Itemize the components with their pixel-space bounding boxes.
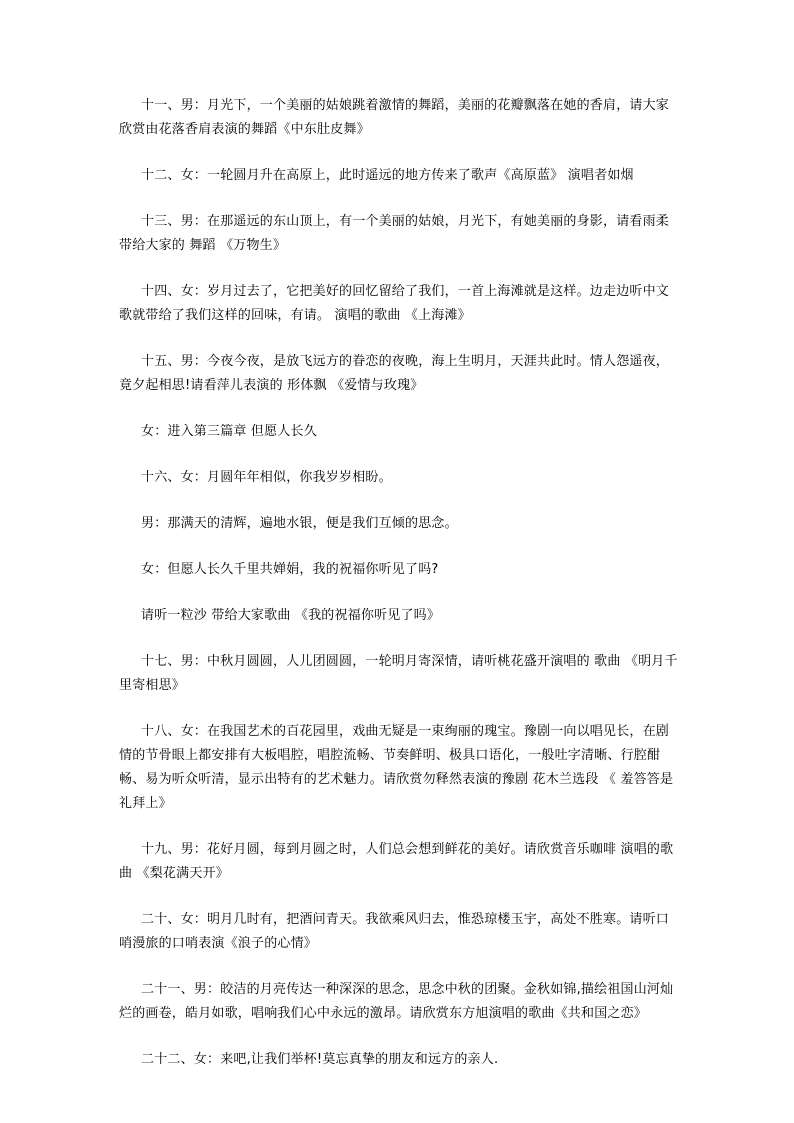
paragraph: 十四、女：岁月过去了，它把美好的回忆留给了我们，一首上海滩就是这样。边走边听中文歌就带给了我们这样的回味，有请。 演唱的歌曲 《上海滩》 bbox=[119, 284, 670, 323]
paragraph: 请听一粒沙 带给大家歌曲 《我的祝福你听见了吗》 bbox=[141, 608, 441, 623]
paragraph: 二十一、男：皎洁的月亮传达一种深深的思念，思念中秋的团聚。金秋如锦,描绘祖国山河灿烂的画卷，皓月如歌，唱响我们心中永远的激昂。请欣赏东方旭演唱的歌曲《共和国之恋》 bbox=[119, 982, 674, 1021]
paragraph: 二十、女：明月几时有，把酒问青天。我欲乘风归去，惟恐琼楼玉宇，高处不胜寒。请听口哨漫旅的口哨表演《浪子的心情》 bbox=[119, 912, 670, 951]
paragraph: 十六、女：月圆年年相似，你我岁岁相盼。 bbox=[141, 470, 392, 485]
paragraph: 十五、男：今夜今夜，是放飞远方的眷恋的夜晚，海上生明月，天涯共此时。情人怨遥夜，竟夕起相思!请看萍儿表演的 形体飘 《爱情与玫瑰》 bbox=[119, 354, 670, 393]
paragraph: 十八、女：在我国艺术的百花园里，戏曲无疑是一束绚丽的瑰宝。豫剧一向以唱见长，在剧情的节骨眼上都安排有大板唱腔，唱腔流畅、节奏鲜明、极具口语化，一般吐字清晰、行腔酣畅、易为听众听清，显示出特有的艺术魅力。请欣赏勿释然表演的豫剧 花木兰选段 《 羞答答是礼拜上》 bbox=[119, 724, 674, 811]
paragraph: 十一、男：月光下，一个美丽的姑娘跳着激情的舞蹈，美丽的花瓣飘落在她的香肩，请大家欣赏由花落香肩表演的舞蹈《中东肚皮舞》 bbox=[119, 98, 670, 137]
paragraph: 十九、男：花好月圆，每到月圆之时，人们总会想到鲜花的美好。请欣赏音乐咖啡 演唱的歌曲 《梨花满天开》 bbox=[119, 842, 674, 881]
document-body bbox=[119, 94, 679, 1094]
paragraph: 女：进入第三篇章 但愿人长久 bbox=[141, 424, 317, 439]
paragraph: 十三、男：在那遥远的东山顶上，有一个美丽的姑娘，月光下，有她美丽的身影，请看雨柔带给大家的 舞蹈 《万物生》 bbox=[119, 214, 670, 253]
paragraph: 十二、女：一轮圆月升在高原上，此时遥远的地方传来了歌声《高原蓝》 演唱者如烟 bbox=[141, 168, 634, 183]
paragraph: 女：但愿人长久千里共婵娟，我的祝福你听见了吗? bbox=[141, 562, 439, 577]
paragraph: 十七、男：中秋月圆圆，人儿团圆圆，一轮明月寄深情，请听桃花盛开演唱的 歌曲 《明月千里寄相思》 bbox=[119, 654, 678, 693]
paragraph: 二十二、女：来吧,让我们举杯!莫忘真挚的朋友和远方的亲人. bbox=[141, 1052, 499, 1067]
paragraph: 男：那满天的清辉，遍地水银，便是我们互倾的思念。 bbox=[141, 516, 458, 531]
